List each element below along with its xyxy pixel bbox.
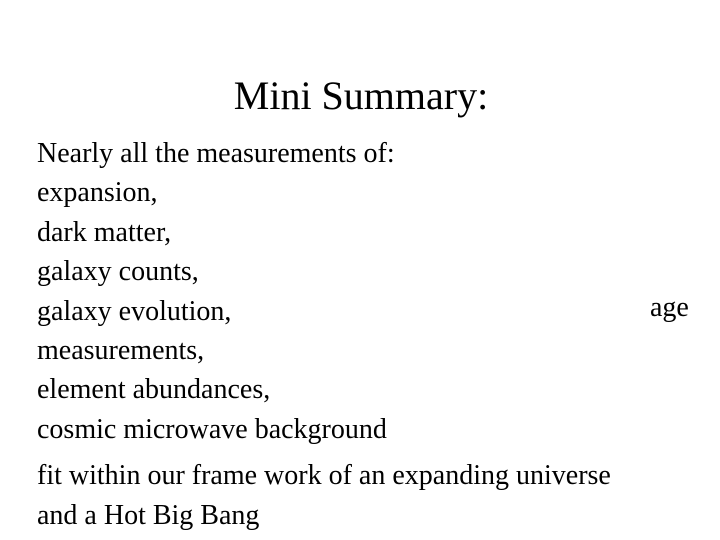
slide-title bbox=[0, 70, 720, 122]
list-item: measurements, bbox=[37, 334, 205, 366]
list-item: galaxy counts, bbox=[37, 256, 199, 288]
measurement-list bbox=[37, 134, 637, 449]
conclusion-line: and a Hot Big Bang bbox=[37, 499, 260, 531]
list-item: cosmic microwave background bbox=[37, 413, 387, 445]
floating-age-word: age bbox=[650, 292, 689, 323]
list-intro: Nearly all the measurements of: bbox=[37, 138, 395, 169]
list-item: expansion, bbox=[37, 177, 158, 209]
slide-title-text: Mini Summary: bbox=[233, 73, 489, 118]
list-item: element abundances, bbox=[37, 374, 271, 406]
list-item: dark matter, bbox=[37, 216, 172, 248]
conclusion-line: fit within our frame work of an expanding universe bbox=[37, 460, 611, 491]
list-item: galaxy evolution, bbox=[37, 295, 232, 327]
conclusion-text bbox=[37, 456, 717, 535]
